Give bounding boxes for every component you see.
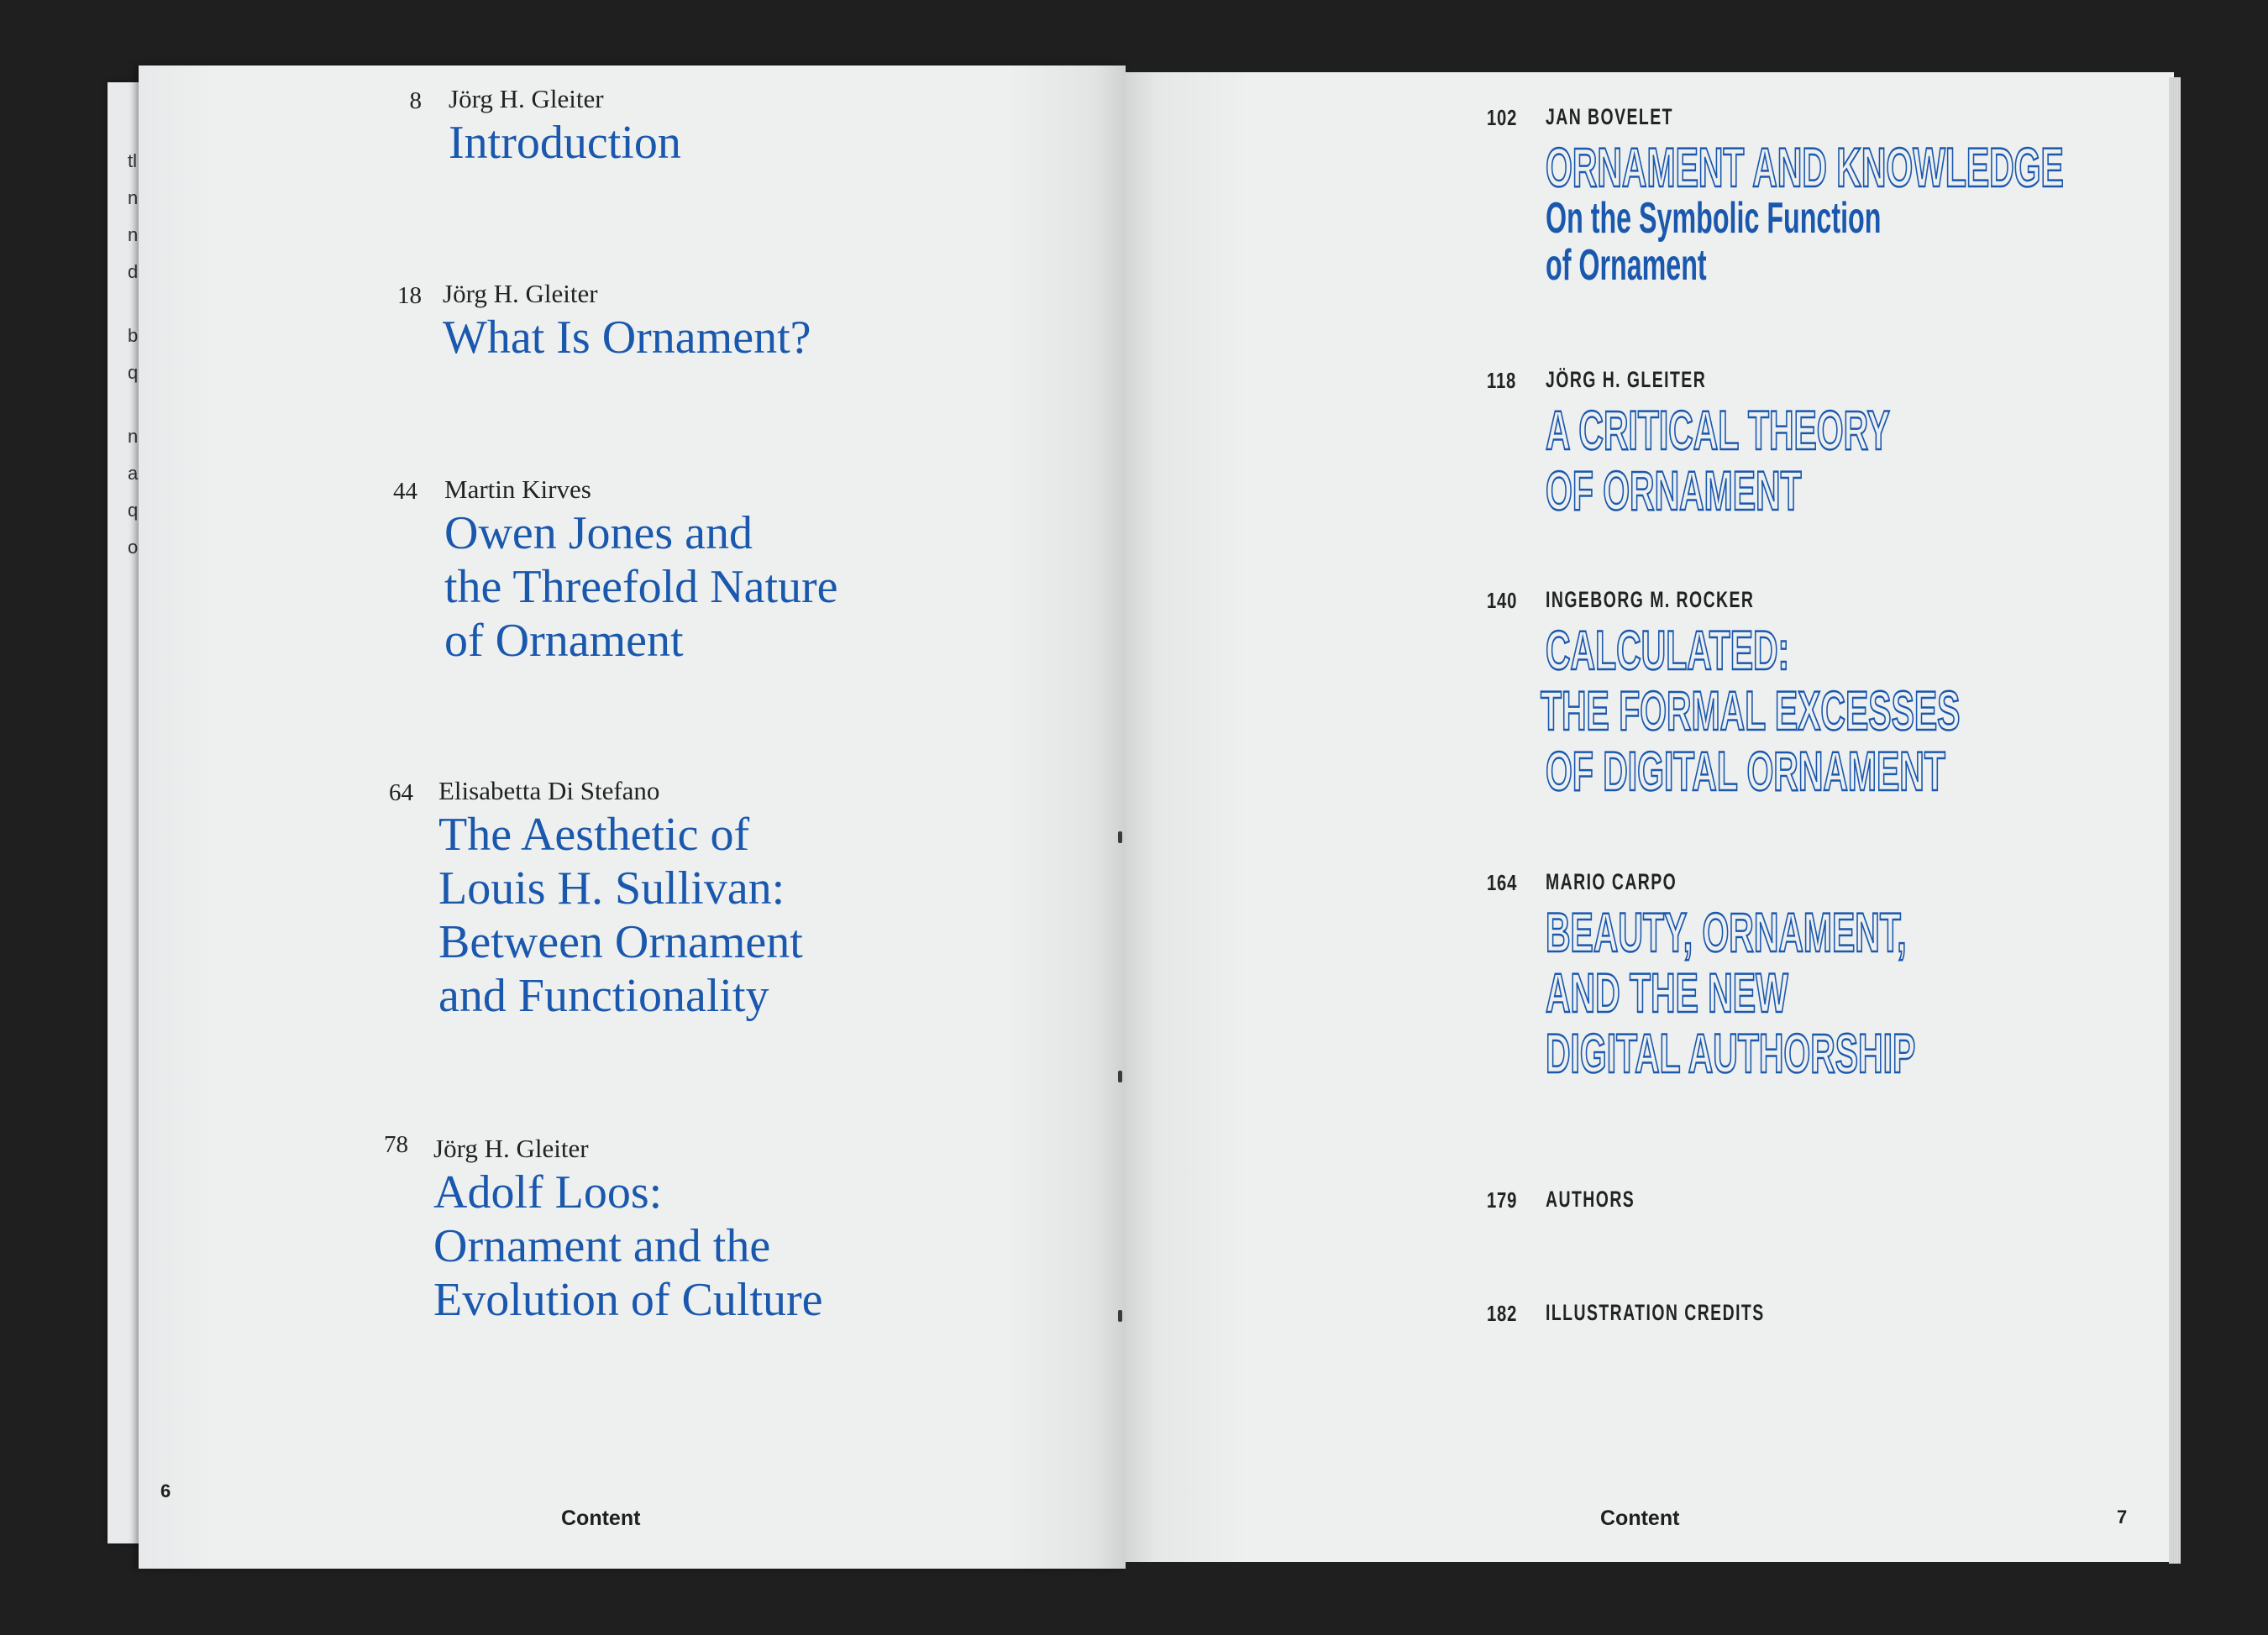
left-page-number: 6 [160, 1480, 171, 1501]
toc-author: JÖRG H. GLEITER [1546, 367, 1707, 392]
toc-page-number: 164 [1487, 870, 1518, 895]
underlying-letter: tl [128, 150, 137, 171]
toc-entry[interactable] [1546, 1187, 1670, 1213]
toc-title: ILLUSTRATION CREDITS [1546, 1300, 1765, 1325]
toc-author: Jörg H. Gleiter [433, 1134, 589, 1163]
toc-title-line: of Ornament [444, 615, 684, 667]
toc-title-line: Ornament and the [433, 1220, 771, 1272]
toc-author: MARIO CARPO [1546, 869, 1677, 894]
toc-author: Martin Kirves [444, 474, 591, 504]
left-running-footer: Content [561, 1507, 641, 1530]
toc-page-number: 64 [389, 779, 413, 806]
toc-title-line: CALCULATED: [1546, 619, 1790, 681]
toc-entry[interactable] [1546, 869, 2142, 1083]
toc-entry[interactable] [443, 279, 811, 364]
toc-page-number: 8 [409, 87, 422, 114]
toc-title-line: The Aesthetic of [438, 809, 750, 861]
toc-title-line: and Functionality [438, 970, 769, 1022]
toc-page-number: 118 [1487, 368, 1517, 393]
toc-title-line: Evolution of Culture [433, 1274, 823, 1326]
toc-title-line: DIGITAL AUTHORSHIP [1546, 1022, 1916, 1084]
right-page [1126, 72, 2174, 1562]
binding-stitch [1118, 1310, 1122, 1322]
toc-entry[interactable] [1546, 1300, 1850, 1326]
toc-page-number: 102 [1487, 105, 1518, 130]
toc-subtitle-line: of Ornament [1546, 241, 1707, 290]
toc-title-line: Louis H. Sullivan: [438, 862, 785, 914]
toc-title-line: OF DIGITAL ORNAMENT [1546, 740, 1945, 802]
binding-stitch [1118, 1071, 1122, 1082]
underlying-letter: o [128, 537, 139, 558]
toc-page-number: 44 [393, 478, 417, 505]
toc-subtitle-line: On the Symbolic Function [1546, 194, 1882, 243]
toc-title-line: Between Ornament [438, 916, 803, 968]
toc-entry[interactable] [1541, 587, 2218, 802]
toc-title-line: Adolf Loos: [433, 1166, 663, 1218]
toc-title-line: THE FORMAL EXCESSES [1541, 679, 1961, 742]
toc-title: What Is Ornament? [443, 312, 811, 364]
right-running-footer: Content [1600, 1507, 1680, 1530]
toc-author: INGEBORG M. ROCKER [1546, 587, 1755, 612]
toc-title-line: OF ORNAMENT [1546, 459, 1802, 521]
toc-page-number: 18 [397, 282, 422, 309]
toc-author: JAN BOVELET [1546, 104, 1673, 129]
toc-title-line: A CRITICAL THEORY [1546, 399, 1890, 461]
toc-entry[interactable] [438, 776, 803, 1023]
toc-page-number: 78 [384, 1131, 408, 1158]
underlying-letter: n [128, 187, 139, 208]
page-edges [2169, 77, 2181, 1564]
binding-stitch [1118, 831, 1122, 843]
toc-page-number: 179 [1487, 1187, 1518, 1213]
toc-title: Introduction [449, 117, 681, 169]
toc-title-line: ORNAMENT AND KNOWLEDGE [1546, 136, 2064, 198]
underlying-letter: b [128, 325, 139, 346]
toc-title-line: BEAUTY, ORNAMENT, [1546, 901, 1907, 963]
underlying-letter: n [128, 426, 139, 447]
toc-entry[interactable] [444, 474, 838, 668]
toc-entry[interactable] [1546, 367, 2101, 521]
underlying-letter: q [128, 362, 139, 383]
toc-page-number: 140 [1487, 588, 1518, 613]
toc-title-line: the Threefold Nature [444, 561, 838, 613]
underlying-letter: a [128, 463, 139, 484]
underlying-letter: d [128, 261, 139, 282]
toc-author: Elisabetta Di Stefano [438, 776, 660, 805]
toc-entry[interactable] [449, 84, 681, 170]
underlying-letter: q [128, 500, 139, 521]
toc-author: Jörg H. Gleiter [449, 84, 604, 113]
toc-entry[interactable] [1546, 104, 2268, 291]
toc-title-line: Owen Jones and [444, 507, 753, 559]
toc-title: AUTHORS [1546, 1187, 1635, 1212]
right-page-number: 7 [2117, 1507, 2128, 1528]
toc-title-line: AND THE NEW [1546, 962, 1788, 1024]
underlying-letter: n [128, 224, 139, 245]
toc-page-number: 182 [1487, 1301, 1518, 1326]
toc-entry[interactable] [433, 1134, 823, 1327]
toc-author: Jörg H. Gleiter [443, 279, 598, 308]
